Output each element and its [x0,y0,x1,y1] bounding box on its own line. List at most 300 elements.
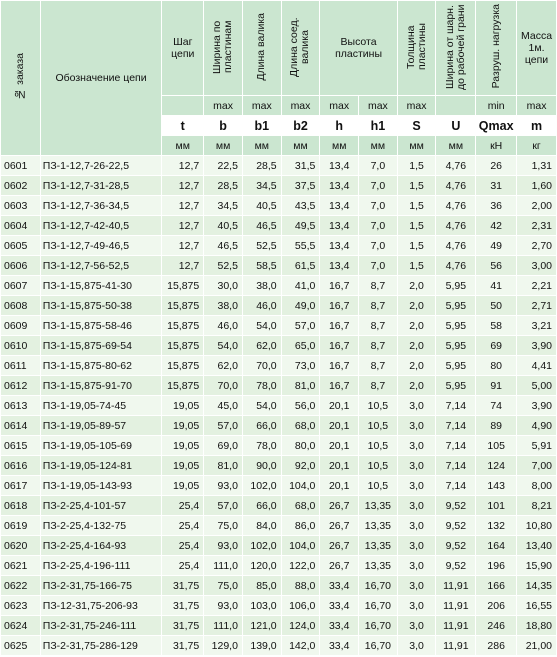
cell-breaking-load: 132 [476,516,517,536]
cell-conn-pin-length: 68,0 [281,416,320,436]
cell-order: 0615 [1,436,41,456]
cell-breaking-load: 101 [476,496,517,516]
cell-inner-width: 70,0 [204,376,243,396]
cell-breaking-load: 105 [476,436,517,456]
cell-designation: ПЗ-1-12,7-56-52,5 [40,256,162,276]
cell-designation: ПЗ-1-15,875-50-38 [40,296,162,316]
cell-order: 0601 [1,156,41,176]
symbol-cell: b [204,116,243,136]
cell-plate-height: 13,4 [320,256,359,276]
table-row [1,396,557,416]
unit-cell: мм [242,136,281,156]
cell-mass: 7,00 [517,456,557,476]
cell-plate-h1: 8,7 [359,316,398,336]
cell-designation: ПЗ-1-19,05-124-81 [40,456,162,476]
table-row [1,636,557,656]
cell-plate-h1: 13,35 [359,516,398,536]
cell-plate-height: 13,4 [320,236,359,256]
symbol-cell: h1 [359,116,398,136]
cell-breaking-load: 56 [476,256,517,276]
symbol-cell: b2 [281,116,320,136]
cell-order: 0619 [1,516,41,536]
cell-pitch: 31,75 [162,576,204,596]
col-header-inner-width: Ширина по пластинам [204,1,243,96]
cell-mass: 4,90 [517,416,557,436]
symbol-cell: S [397,116,436,136]
cell-designation: ПЗ-1-12,7-42-40,5 [40,216,162,236]
cell-designation: ПЗ-1-19,05-105-69 [40,436,162,456]
table-row [1,336,557,356]
cell-conn-pin-length: 43,5 [281,196,320,216]
cell-pin-length: 70,0 [242,356,281,376]
cell-pin-length: 52,5 [242,236,281,256]
cell-breaking-load: 42 [476,216,517,236]
table-row [1,356,557,376]
cell-conn-pin-length: 56,0 [281,396,320,416]
cell-order: 0602 [1,176,41,196]
cell-plate-h1: 13,35 [359,496,398,516]
table-row [1,496,557,516]
cell-plate-thickness: 3,0 [397,496,436,516]
cell-mass: 18,80 [517,616,557,636]
cell-order: 0625 [1,636,41,656]
symbol-cell: t [162,116,204,136]
cell-plate-h1: 10,5 [359,396,398,416]
table-row [1,156,557,176]
cell-pitch: 25,4 [162,536,204,556]
cell-pin-length: 34,5 [242,176,281,196]
cell-pin-to-edge: 7,14 [436,396,476,416]
cell-plate-height: 13,4 [320,196,359,216]
cell-mass: 5,00 [517,376,557,396]
cell-breaking-load: 31 [476,176,517,196]
cell-order: 0616 [1,456,41,476]
cell-pitch: 19,05 [162,476,204,496]
cell-mass: 21,00 [517,636,557,656]
table-row [1,196,557,216]
cell-plate-thickness: 1,5 [397,216,436,236]
cell-designation: ПЗ-2-25,4-196-111 [40,556,162,576]
cell-pin-length: 54,0 [242,396,281,416]
cell-plate-thickness: 1,5 [397,176,436,196]
cell-pin-to-edge: 9,52 [436,516,476,536]
cell-plate-thickness: 1,5 [397,256,436,276]
cell-inner-width: 75,0 [204,576,243,596]
cell-plate-h1: 8,7 [359,336,398,356]
cell-plate-height: 20,1 [320,476,359,496]
cell-plate-thickness: 3,0 [397,436,436,456]
cell-conn-pin-length: 80,0 [281,436,320,456]
cell-plate-height: 13,4 [320,176,359,196]
cell-breaking-load: 49 [476,236,517,256]
cell-inner-width: 81,0 [204,456,243,476]
cell-pin-to-edge: 9,52 [436,556,476,576]
cell-order: 0612 [1,376,41,396]
cell-designation: ПЗ-2-25,4-132-75 [40,516,162,536]
cell-mass: 3,00 [517,256,557,276]
table-row [1,236,557,256]
cell-pin-to-edge: 7,14 [436,436,476,456]
cell-inner-width: 38,0 [204,296,243,316]
cell-pin-length: 58,5 [242,256,281,276]
cell-pin-length: 139,0 [242,636,281,656]
cell-pitch: 19,05 [162,456,204,476]
cell-plate-h1: 8,7 [359,296,398,316]
col-header-breaking-load: Разруш. нагрузка [476,1,517,96]
cell-pin-length: 78,0 [242,436,281,456]
cell-plate-height: 16,7 [320,296,359,316]
cell-inner-width: 93,0 [204,476,243,496]
cell-plate-thickness: 2,0 [397,356,436,376]
cell-plate-height: 33,4 [320,576,359,596]
cell-pitch: 15,875 [162,376,204,396]
symbol-cell: b1 [242,116,281,136]
unit-cell: мм [162,136,204,156]
cell-breaking-load: 58 [476,316,517,336]
cell-order: 0604 [1,216,41,236]
cell-plate-thickness: 1,5 [397,236,436,256]
cell-plate-h1: 10,5 [359,456,398,476]
cell-pin-length: 90,0 [242,456,281,476]
unit-cell: мм [359,136,398,156]
cell-plate-thickness: 3,0 [397,576,436,596]
cell-inner-width: 54,0 [204,336,243,356]
col-header-designation: Обозначение цепи [40,1,162,156]
unit-cell: кН [476,136,517,156]
table-row [1,556,557,576]
cell-conn-pin-length: 49,5 [281,216,320,236]
unit-cell: кг [517,136,557,156]
cell-inner-width: 111,0 [204,556,243,576]
cell-conn-pin-length: 92,0 [281,456,320,476]
cell-conn-pin-length: 61,5 [281,256,320,276]
cell-pin-length: 121,0 [242,616,281,636]
cell-plate-thickness: 2,0 [397,316,436,336]
cell-pitch: 31,75 [162,616,204,636]
cell-plate-h1: 7,0 [359,176,398,196]
cell-plate-height: 26,7 [320,516,359,536]
cell-designation: ПЗ-1-19,05-89-57 [40,416,162,436]
cell-conn-pin-length: 86,0 [281,516,320,536]
cell-order: 0611 [1,356,41,376]
cell-mass: 2,70 [517,236,557,256]
cell-designation: ПЗ-1-12,7-36-34,5 [40,196,162,216]
cell-plate-thickness: 3,0 [397,636,436,656]
limit-pin-to-edge [436,96,476,116]
cell-pitch: 19,05 [162,436,204,456]
cell-plate-thickness: 2,0 [397,276,436,296]
cell-plate-h1: 8,7 [359,376,398,396]
table-row [1,276,557,296]
cell-order: 0609 [1,316,41,336]
cell-mass: 3,90 [517,336,557,356]
cell-designation: ПЗ-1-15,875-91-70 [40,376,162,396]
unit-cell: мм [397,136,436,156]
table-row [1,376,557,396]
cell-plate-height: 13,4 [320,156,359,176]
cell-designation: ПЗ-1-15,875-58-46 [40,316,162,336]
header-row-names [1,1,557,96]
cell-pin-to-edge: 7,14 [436,416,476,436]
cell-plate-thickness: 3,0 [397,456,436,476]
cell-plate-height: 16,7 [320,316,359,336]
cell-pitch: 31,75 [162,636,204,656]
cell-order: 0606 [1,256,41,276]
cell-conn-pin-length: 106,0 [281,596,320,616]
cell-inner-width: 46,0 [204,316,243,336]
cell-pin-to-edge: 4,76 [436,156,476,176]
cell-pitch: 19,05 [162,396,204,416]
cell-plate-height: 33,4 [320,596,359,616]
cell-mass: 2,71 [517,296,557,316]
cell-pitch: 25,4 [162,516,204,536]
cell-pitch: 15,875 [162,316,204,336]
table-row [1,416,557,436]
table-row [1,576,557,596]
cell-breaking-load: 206 [476,596,517,616]
cell-breaking-load: 196 [476,556,517,576]
cell-pin-to-edge: 11,91 [436,576,476,596]
cell-plate-h1: 7,0 [359,236,398,256]
col-header-pin-to-edge: Ширина от шарн. до рабочей грани [436,1,476,96]
cell-pin-length: 40,5 [242,196,281,216]
cell-plate-thickness: 3,0 [397,516,436,536]
cell-inner-width: 52,5 [204,256,243,276]
cell-pin-to-edge: 9,52 [436,536,476,556]
cell-pitch: 15,875 [162,276,204,296]
cell-order: 0621 [1,556,41,576]
cell-order: 0607 [1,276,41,296]
cell-pitch: 12,7 [162,176,204,196]
cell-inner-width: 93,0 [204,596,243,616]
cell-breaking-load: 124 [476,456,517,476]
cell-order: 0623 [1,596,41,616]
table-body [1,156,557,656]
cell-designation: ПЗ-1-15,875-80-62 [40,356,162,376]
table-row [1,316,557,336]
table-row [1,296,557,316]
cell-breaking-load: 80 [476,356,517,376]
cell-plate-thickness: 3,0 [397,556,436,576]
cell-conn-pin-length: 104,0 [281,476,320,496]
cell-plate-height: 16,7 [320,336,359,356]
cell-designation: ПЗ-1-19,05-74-45 [40,396,162,416]
cell-plate-thickness: 3,0 [397,616,436,636]
cell-breaking-load: 91 [476,376,517,396]
symbol-cell: Qmax [476,116,517,136]
cell-conn-pin-length: 49,0 [281,296,320,316]
cell-order: 0624 [1,616,41,636]
cell-pitch: 15,875 [162,336,204,356]
cell-pin-length: 54,0 [242,316,281,336]
cell-inner-width: 57,0 [204,416,243,436]
col-header-plate-thickness: Толщина пластины [397,1,436,96]
table-row [1,516,557,536]
cell-plate-thickness: 1,5 [397,156,436,176]
cell-pin-length: 102,0 [242,476,281,496]
cell-pin-to-edge: 11,91 [436,616,476,636]
limit-cell: max [281,96,320,116]
cell-conn-pin-length: 104,0 [281,536,320,556]
cell-pin-to-edge: 5,95 [436,336,476,356]
cell-order: 0620 [1,536,41,556]
cell-designation: ПЗ-1-12,7-49-46,5 [40,236,162,256]
table-row [1,216,557,236]
cell-plate-height: 26,7 [320,496,359,516]
cell-pin-to-edge: 5,95 [436,296,476,316]
limit-cell: max [204,96,243,116]
cell-plate-thickness: 2,0 [397,336,436,356]
cell-breaking-load: 164 [476,536,517,556]
cell-plate-h1: 7,0 [359,196,398,216]
col-header-mass: Масса 1м. цепи [517,1,557,96]
col-header-pitch: Шаг цепи [162,1,204,96]
table-row [1,476,557,496]
cell-conn-pin-length: 124,0 [281,616,320,636]
cell-pin-to-edge: 7,14 [436,476,476,496]
cell-mass: 2,31 [517,216,557,236]
cell-mass: 1,31 [517,156,557,176]
cell-designation: ПЗ-12-31,75-206-93 [40,596,162,616]
cell-pin-length: 46,5 [242,216,281,236]
cell-inner-width: 28,5 [204,176,243,196]
cell-plate-height: 26,7 [320,556,359,576]
cell-order: 0618 [1,496,41,516]
cell-inner-width: 111,0 [204,616,243,636]
cell-breaking-load: 74 [476,396,517,416]
cell-pin-to-edge: 7,14 [436,456,476,476]
cell-plate-height: 20,1 [320,396,359,416]
cell-plate-height: 20,1 [320,416,359,436]
cell-mass: 10,80 [517,516,557,536]
cell-pin-to-edge: 4,76 [436,236,476,256]
cell-pin-length: 62,0 [242,336,281,356]
cell-plate-h1: 16,70 [359,616,398,636]
cell-inner-width: 30,0 [204,276,243,296]
cell-order: 0605 [1,236,41,256]
cell-order: 0613 [1,396,41,416]
cell-plate-thickness: 3,0 [397,476,436,496]
cell-breaking-load: 246 [476,616,517,636]
cell-breaking-load: 36 [476,196,517,216]
cell-pin-to-edge: 4,76 [436,256,476,276]
cell-pin-to-edge: 5,95 [436,356,476,376]
cell-pin-length: 120,0 [242,556,281,576]
cell-pin-length: 66,0 [242,496,281,516]
table-row [1,436,557,456]
cell-conn-pin-length: 41,0 [281,276,320,296]
cell-inner-width: 57,0 [204,496,243,516]
cell-inner-width: 93,0 [204,536,243,556]
cell-plate-height: 33,4 [320,616,359,636]
cell-plate-h1: 13,35 [359,536,398,556]
cell-order: 0622 [1,576,41,596]
cell-conn-pin-length: 31,5 [281,156,320,176]
cell-pin-length: 84,0 [242,516,281,536]
cell-mass: 5,91 [517,436,557,456]
cell-designation: ПЗ-2-25,4-164-93 [40,536,162,556]
limit-cell: max [517,96,557,116]
cell-pin-length: 78,0 [242,376,281,396]
cell-inner-width: 129,0 [204,636,243,656]
cell-plate-height: 16,7 [320,356,359,376]
cell-mass: 8,00 [517,476,557,496]
cell-plate-thickness: 3,0 [397,416,436,436]
cell-inner-width: 69,0 [204,436,243,456]
cell-breaking-load: 286 [476,636,517,656]
cell-pin-length: 66,0 [242,416,281,436]
cell-order: 0603 [1,196,41,216]
cell-pin-length: 28,5 [242,156,281,176]
cell-designation: ПЗ-2-31,75-286-129 [40,636,162,656]
cell-pin-to-edge: 9,52 [436,496,476,516]
col-header-pin-length: Длина валика [242,1,281,96]
cell-conn-pin-length: 55,5 [281,236,320,256]
cell-plate-h1: 8,7 [359,276,398,296]
cell-pitch: 25,4 [162,556,204,576]
unit-cell: мм [281,136,320,156]
cell-designation: ПЗ-1-12,7-31-28,5 [40,176,162,196]
cell-mass: 16,55 [517,596,557,616]
col-header-conn-pin-length: Длина соед. валика [281,1,320,96]
cell-mass: 15,90 [517,556,557,576]
cell-order: 0608 [1,296,41,316]
cell-pitch: 12,7 [162,156,204,176]
cell-inner-width: 62,0 [204,356,243,376]
cell-inner-width: 46,5 [204,236,243,256]
limit-pitch [162,96,204,116]
cell-mass: 4,41 [517,356,557,376]
cell-plate-h1: 7,0 [359,256,398,276]
cell-breaking-load: 50 [476,296,517,316]
cell-pitch: 15,875 [162,356,204,376]
cell-pitch: 15,875 [162,296,204,316]
col-header-order: № заказа [1,1,41,156]
cell-plate-height: 33,4 [320,636,359,656]
col-header-plate-height: Высота пластины [320,1,397,96]
cell-order: 0614 [1,416,41,436]
cell-pitch: 12,7 [162,196,204,216]
cell-inner-width: 34,5 [204,196,243,216]
table-row [1,536,557,556]
cell-plate-h1: 16,70 [359,576,398,596]
cell-pin-length: 46,0 [242,296,281,316]
cell-breaking-load: 26 [476,156,517,176]
cell-pin-to-edge: 5,95 [436,316,476,336]
cell-conn-pin-length: 73,0 [281,356,320,376]
cell-breaking-load: 41 [476,276,517,296]
cell-inner-width: 75,0 [204,516,243,536]
cell-pin-length: 85,0 [242,576,281,596]
cell-plate-height: 13,4 [320,216,359,236]
cell-pitch: 12,7 [162,236,204,256]
cell-conn-pin-length: 65,0 [281,336,320,356]
cell-plate-height: 20,1 [320,456,359,476]
cell-pitch: 19,05 [162,416,204,436]
cell-mass: 2,00 [517,196,557,216]
cell-designation: ПЗ-1-15,875-41-30 [40,276,162,296]
cell-designation: ПЗ-2-25,4-101-57 [40,496,162,516]
cell-breaking-load: 89 [476,416,517,436]
cell-mass: 3,90 [517,396,557,416]
cell-conn-pin-length: 37,5 [281,176,320,196]
table-row [1,256,557,276]
cell-pitch: 12,7 [162,216,204,236]
cell-conn-pin-length: 88,0 [281,576,320,596]
cell-plate-h1: 16,70 [359,636,398,656]
cell-breaking-load: 143 [476,476,517,496]
unit-cell: мм [320,136,359,156]
